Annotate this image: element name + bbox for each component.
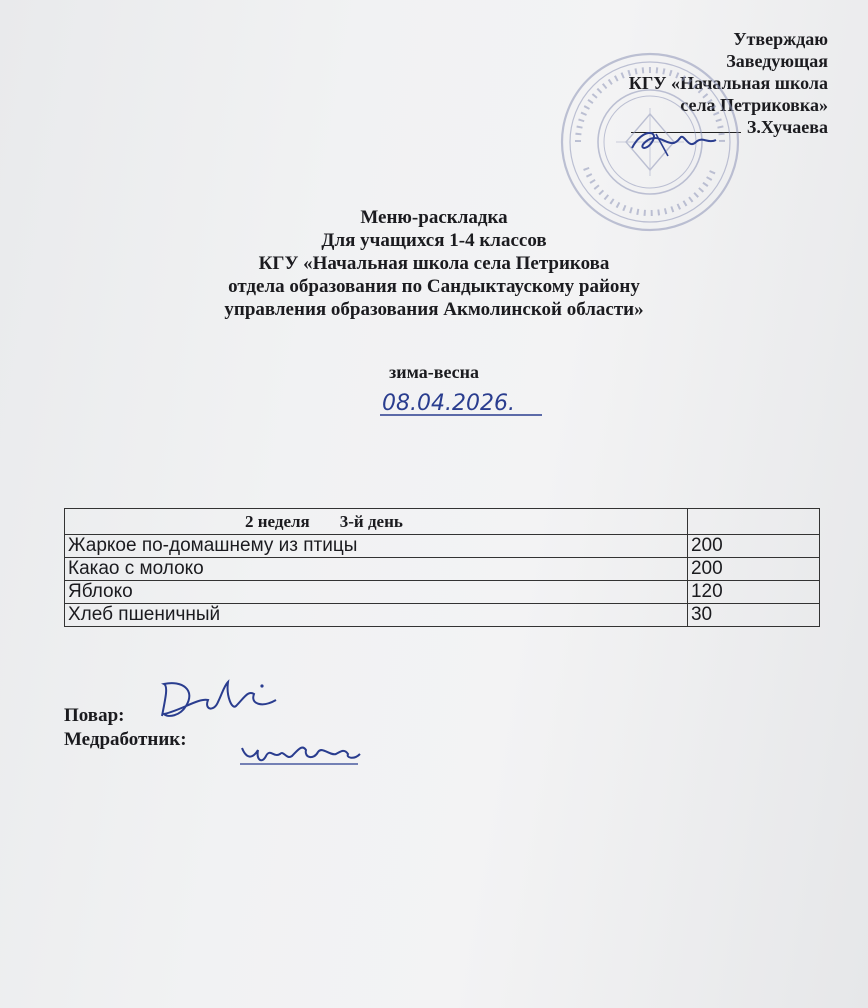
menu-header-cell <box>65 509 688 535</box>
document-heading <box>0 206 868 321</box>
director-signature-icon <box>622 122 722 162</box>
heading-department: отдела образования по Сандыктаускому району <box>228 276 640 297</box>
cook-label: Повар: <box>64 705 125 726</box>
cook-signature-icon <box>152 676 282 728</box>
heading-school: КГУ «Начальная школа села Петрикова <box>258 253 610 274</box>
menu-week: 2 неделя <box>245 512 310 531</box>
table-row <box>65 581 820 604</box>
medic-label: Медработник: <box>64 729 187 750</box>
heading-title: Меню-раскладка <box>360 207 508 228</box>
table-row <box>65 558 820 581</box>
menu-day: 3-й день <box>339 512 403 531</box>
approval-line-approve: Утверждаю <box>733 29 828 49</box>
dish-qty: 30 <box>687 604 819 627</box>
svg-text:08.04.2026.: 08.04.2026. <box>382 391 515 416</box>
dish-name: Жаркое по-домашнему из птицы <box>65 535 688 558</box>
approval-signer-name: З.Хучаева <box>746 117 828 137</box>
approval-line-org: КГУ «Начальная школа <box>628 73 828 93</box>
dish-name: Какао с молоко <box>65 558 688 581</box>
dish-name: Хлеб пшеничный <box>65 604 688 627</box>
table-row <box>65 604 820 627</box>
approval-line-position: Заведующая <box>726 51 828 71</box>
handwritten-date-icon <box>378 388 548 418</box>
dish-qty: 120 <box>687 581 819 604</box>
table-row <box>65 535 820 558</box>
medic-signature-icon <box>236 736 366 770</box>
season-label: зима-весна <box>388 362 480 382</box>
approval-line-village: села Петриковка» <box>680 95 828 115</box>
menu-header-qty-cell <box>687 509 819 535</box>
dish-qty: 200 <box>687 535 819 558</box>
menu-table <box>64 508 820 627</box>
heading-administration: управления образования Акмолинской области» <box>224 299 644 320</box>
heading-audience: Для учащихся 1-4 классов <box>321 230 547 251</box>
menu-table-header <box>65 509 820 535</box>
dish-name: Яблоко <box>65 581 688 604</box>
dish-qty: 200 <box>687 558 819 581</box>
